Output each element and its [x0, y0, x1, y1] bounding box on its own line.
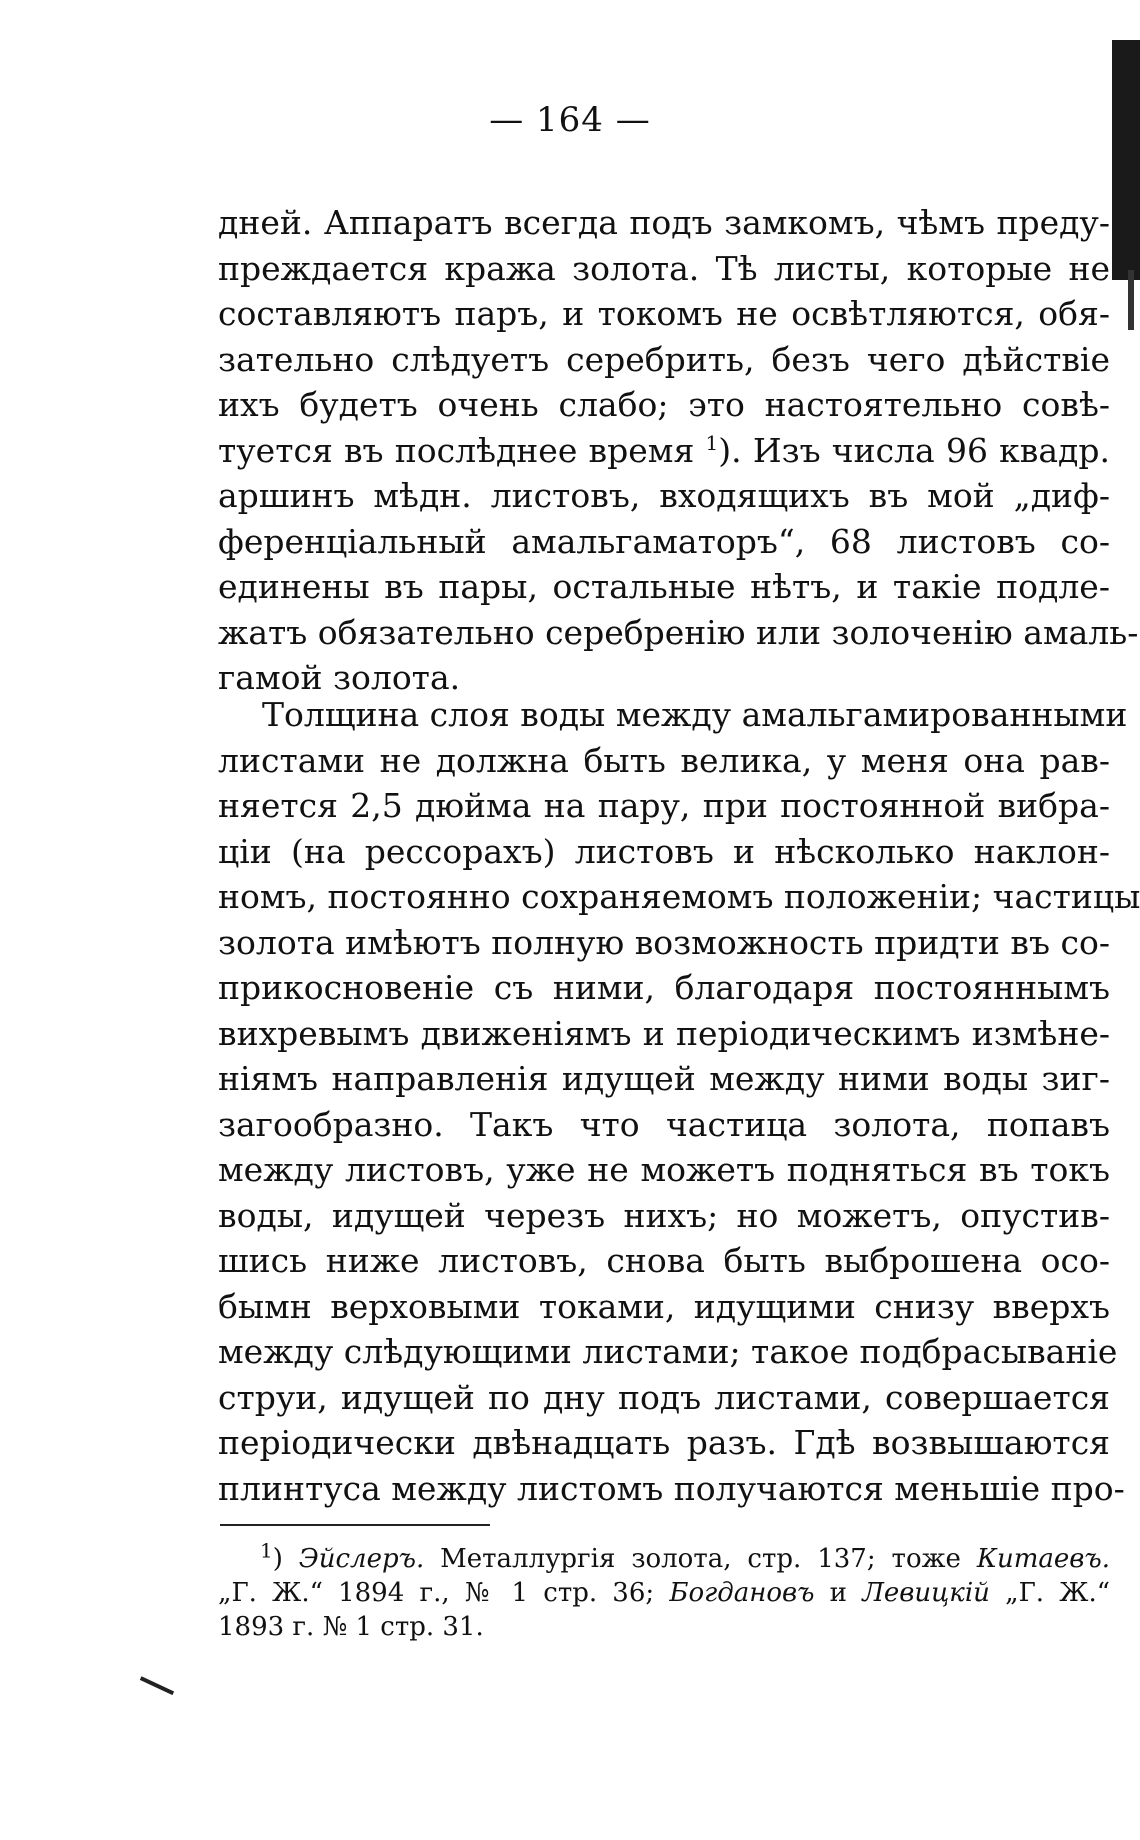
text-line-with-footnote — [218, 428, 1110, 474]
text-line: дней. Аппаратъ всегда подъ замкомъ, чѣмъ преду- — [218, 203, 1110, 242]
author-name: Китаевъ. — [976, 1544, 1110, 1574]
text-fragment: и — [814, 1578, 863, 1608]
text-line: между слѣдующими листами; такое подбрасываніе — [218, 1332, 1118, 1371]
text-line: вихревымъ движеніямъ и періодическимъ измѣне- — [218, 1013, 1110, 1053]
text-line: преждается кража золота. Тѣ листы, которые не — [218, 248, 1110, 288]
footnote-line — [218, 1538, 1110, 1576]
text-fragment: туется въ послѣднее время — [218, 430, 695, 470]
text-line: струи, идущей по дну подъ листами, совершается — [218, 1377, 1110, 1417]
footnote-marker: 1 — [260, 1538, 273, 1563]
footnote-reference: 1 — [705, 430, 719, 455]
paragraph-1 — [218, 200, 1139, 701]
text-line: Толщина слоя воды между амальгамированными — [262, 695, 1128, 734]
text-fragment: Металлургія золота, стр. 137; тоже — [424, 1544, 977, 1574]
text-fragment: „Г. Ж.“ — [989, 1578, 1111, 1608]
page-edge-mark — [1128, 270, 1134, 330]
text-line: прикосновеніе съ ними, благодаря постояннымъ — [218, 968, 1110, 1007]
footnote-divider — [220, 1524, 490, 1526]
page-number: — 164 — — [489, 100, 651, 140]
footnotes — [218, 1538, 1111, 1644]
stray-mark — [134, 1676, 174, 1708]
text-line: номъ, постоянно сохраняемомъ положеніи; частицы — [218, 877, 1140, 916]
text-line: загообразно. Такъ что частица золота, попавъ — [218, 1104, 1110, 1144]
text-line: между листовъ, уже не можетъ подняться въ токъ — [218, 1150, 1110, 1189]
text-line: зательно слѣдуетъ серебрить, безъ чего дѣйствіе — [218, 339, 1110, 379]
footnote-line — [218, 1576, 1110, 1610]
text-line: ціи (на рессорахъ) листовъ и нѣсколько наклон- — [218, 831, 1110, 871]
author-name: Эйслеръ. — [298, 1544, 425, 1574]
text-fragment: ). Изъ числа 96 квадр. — [718, 430, 1110, 470]
text-line: аршинъ мѣдн. листовъ, входящихъ въ мой „диф- — [218, 476, 1110, 515]
text-line: листами не должна быть велика, у меня она рав- — [218, 740, 1110, 780]
footnote-line: 1893 г. № 1 стр. 31. — [218, 1612, 484, 1642]
text-fragment: „Г. Ж.“ 1894 г., № 1 стр. 36; — [218, 1578, 670, 1608]
text-line: составляютъ паръ, и токомъ не освѣтляются, обя- — [218, 294, 1110, 333]
text-line: ніямъ направленія идущей между ними воды зиг- — [218, 1059, 1110, 1098]
text-line: періодически двѣнадцать разъ. Гдѣ возвышаются — [218, 1423, 1110, 1462]
text-line: золота имѣютъ полную возможность придти въ со- — [218, 922, 1110, 962]
author-name: Левицкій — [862, 1578, 990, 1608]
text-line: ференціальный амальгаматоръ“, 68 листовъ со- — [218, 521, 1110, 561]
text-line: няется 2,5 дюйма на пару, при постоянной вибра- — [218, 786, 1110, 825]
text-line: плинтуса между листомъ получаются меньшіе про- — [218, 1468, 1125, 1508]
text-line: шись ниже листовъ, снова быть выброшена осо- — [218, 1241, 1110, 1280]
author-name: Богдановъ — [669, 1578, 815, 1608]
paragraph-2 — [218, 692, 1140, 1511]
text-line: воды, идущей черезъ нихъ; но можетъ, опустив- — [218, 1195, 1110, 1235]
page-edge-shadow — [1112, 40, 1140, 280]
text-line: бымн верховыми токами, идущими снизу вверхъ — [218, 1286, 1110, 1326]
text-line: ихъ будетъ очень слабо; это настоятельно совѣ- — [218, 385, 1110, 424]
text-line: жатъ обязательно серебренію или золоченію амаль- — [218, 612, 1139, 652]
text-line: гамой золота. — [218, 658, 461, 697]
text-line: единены въ пары, остальные нѣтъ, и такіе подле- — [218, 567, 1110, 606]
text-fragment: ) — [272, 1544, 299, 1574]
